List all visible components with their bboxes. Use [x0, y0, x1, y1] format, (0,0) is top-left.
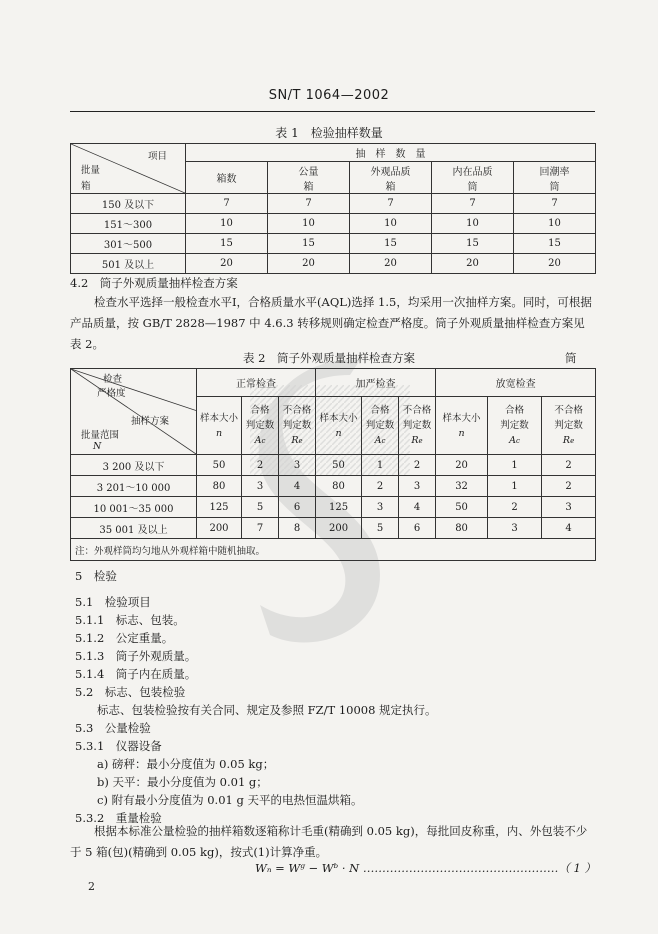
table-cell: 20	[514, 254, 596, 274]
table2-group-tightened: 加严检查	[316, 369, 436, 397]
table1-col-header	[432, 162, 514, 194]
symbol-main: A	[254, 434, 262, 446]
table2-diag-strictness-2: 严格度	[97, 388, 126, 399]
table-cell: 125	[197, 497, 242, 518]
col-header-line2: 箱	[385, 181, 396, 193]
table-cell: 7	[432, 194, 514, 214]
table1-diag-unit: 箱	[81, 181, 91, 192]
section-5-line: 5.2 标志、包装检验	[75, 685, 186, 699]
table1-col-header	[514, 162, 596, 194]
table2-sub-header	[279, 397, 316, 455]
sub-header-line2: 判定数	[282, 419, 312, 431]
table2-sub-header	[436, 397, 488, 455]
table-cell: 6	[279, 497, 316, 518]
table-cell: 32	[436, 476, 488, 497]
symbol-main: R	[411, 434, 419, 446]
col-header-line1: 箱数	[216, 174, 237, 185]
table-cell: 7	[514, 194, 596, 214]
table-cell: 2	[542, 476, 596, 497]
table-row	[71, 214, 596, 234]
table-cell: 2	[362, 476, 399, 497]
symbol-sub: e	[570, 436, 575, 445]
table-cell: 80	[197, 476, 242, 497]
table1-diag-item: 项目	[147, 151, 167, 162]
sub-header-symbol	[242, 433, 278, 449]
symbol-main: R	[291, 434, 299, 446]
table-cell: 4	[279, 476, 316, 497]
sub-header-symbol: n	[335, 427, 342, 439]
table2-diag-N: N	[93, 441, 102, 452]
row-batch: 301～500	[71, 234, 186, 254]
symbol-sub: e	[298, 436, 303, 445]
table-cell: 50	[316, 455, 362, 476]
table-row	[71, 194, 596, 214]
para-5-3-2-line-2: 于 5 箱(包)(精确到 0.05 kg)，按式(1)计算净重。	[70, 845, 328, 859]
row-batch: 501 及以上	[71, 254, 186, 274]
sub-header-line1: 不合格	[402, 404, 432, 416]
para-line-2: 产品质量，按 GB/T 2828—1987 中 4.6.3 转移规则确定检查严格度。筒子外观质量抽样检查方案见	[70, 316, 585, 330]
sub-header-symbol: n	[215, 427, 223, 439]
symbol-sub: c	[261, 436, 266, 445]
table-cell: 1	[488, 476, 542, 497]
table2-sub-header	[197, 397, 242, 455]
table-cell: 15	[186, 234, 268, 254]
table1-group-header: 抽 样 数 量	[186, 144, 596, 162]
table-cell: 6	[399, 518, 436, 539]
table-cell: 200	[316, 518, 362, 539]
para-5-3-2-line-1: 根据本标准公量检验的抽样箱数逐箱称计毛重(精确到 0.05 kg)，每批回皮称重，内、外包装不少	[94, 824, 588, 838]
table1-title: 表 1 检验抽样数量	[275, 126, 383, 140]
table-cell: 50	[197, 455, 242, 476]
sub-header-line1: 合格	[505, 404, 525, 416]
table2-sub-header	[242, 397, 279, 455]
table-cell: 20	[186, 254, 268, 274]
table1	[70, 143, 596, 274]
table-row	[71, 476, 596, 497]
table-cell: 2	[488, 497, 542, 518]
table-cell: 10	[268, 214, 350, 234]
section-5-line: 5 检验	[75, 569, 117, 583]
table-cell: 5	[242, 497, 279, 518]
table-cell: 7	[350, 194, 432, 214]
sub-header-line2: 判定数	[500, 419, 529, 431]
symbol-main: R	[562, 434, 571, 446]
table-cell: 1	[362, 455, 399, 476]
sub-header-symbol	[362, 433, 398, 449]
sub-header-symbol	[542, 433, 595, 449]
sub-header-line2: 判定数	[245, 419, 275, 431]
table2-group-reduced: 放宽检查	[436, 369, 596, 397]
symbol-sub: e	[418, 436, 423, 445]
col-header-line2: 箱	[303, 181, 314, 193]
table-cell: 3	[542, 497, 596, 518]
sub-header-line1: 样本大小	[319, 412, 358, 424]
formula-1: Wₙ = Wᵍ − Wᵇ · N ……………………………………………（ 1 ）	[255, 861, 597, 875]
document-header: SN/T 1064—2002	[268, 88, 390, 103]
col-header-line1: 回潮率	[539, 166, 570, 178]
para-line-1: 检查水平选择一般检查水平Ⅰ，合格质量水平(AQL)选择 1.5，均采用一次抽样方案。同时，可根据	[94, 295, 592, 309]
sub-header-line1: 不合格	[282, 404, 312, 416]
table-cell: 2	[399, 455, 436, 476]
col-header-line1: 内在品质	[452, 166, 493, 178]
sub-header-line1: 合格	[250, 404, 270, 416]
table2-unit: 筒	[565, 351, 577, 365]
symbol-main: A	[374, 434, 382, 446]
table-cell: 20	[432, 254, 514, 274]
table-cell: 10	[350, 214, 432, 234]
sub-header-line2: 判定数	[365, 419, 395, 431]
col-header-line1: 公量	[298, 166, 319, 178]
header-rule	[70, 111, 595, 112]
sub-header-line1: 合格	[370, 404, 390, 416]
table-cell: 10	[186, 214, 268, 234]
table-cell: 3	[488, 518, 542, 539]
table-cell: 1	[488, 455, 542, 476]
section-5-line: c) 附有最小分度值为 0.01 g 天平的电热恒温烘箱。	[97, 793, 363, 807]
table-cell: 15	[268, 234, 350, 254]
table-cell: 20	[350, 254, 432, 274]
col-header-line2: 筒	[467, 181, 478, 193]
row-range: 10 001～35 000	[71, 497, 197, 518]
table-cell: 7	[268, 194, 350, 214]
row-batch: 150 及以下	[71, 194, 186, 214]
col-header-line1: 外观品质	[370, 166, 411, 178]
table-row	[71, 518, 596, 539]
table2	[70, 368, 596, 561]
table1-diag-batch: 批量	[81, 165, 101, 176]
table1-col-header	[350, 162, 432, 194]
sub-header-line1: 样本大小	[199, 412, 238, 424]
table1-col-header	[186, 162, 268, 194]
table-cell: 7	[242, 518, 279, 539]
table-cell: 10	[514, 214, 596, 234]
table-cell: 80	[316, 476, 362, 497]
table2-sub-header	[399, 397, 436, 455]
table2-group-normal: 正常检查	[197, 369, 316, 397]
section-5-line: 5.1.1 标志、包装。	[75, 613, 185, 627]
table2-sub-header	[362, 397, 399, 455]
sub-header-line2: 判定数	[402, 419, 432, 431]
table1-col-header	[268, 162, 350, 194]
symbol-sub: c	[381, 436, 386, 445]
section-5-line: a) 磅秤：最小分度值为 0.05 kg；	[97, 757, 275, 771]
table2-sub-header	[488, 397, 542, 455]
section-4-2-heading: 4.2 筒子外观质量抽样检查方案	[70, 276, 238, 290]
table-cell: 125	[316, 497, 362, 518]
col-header-line2: 筒	[549, 181, 560, 193]
table2-title: 表 2 筒子外观质量抽样检查方案	[243, 351, 415, 365]
table-cell: 3	[362, 497, 399, 518]
section-5-line: 5.3.1 仪器设备	[75, 739, 162, 753]
section-5-3-2-paragraph	[70, 821, 600, 863]
symbol-main: A	[509, 434, 517, 446]
table-cell: 15	[350, 234, 432, 254]
table-cell: 4	[399, 497, 436, 518]
section-5-line: 5.1.4 筒子内在质量。	[75, 667, 197, 681]
symbol-sub: c	[516, 436, 520, 445]
table2-diag-strictness-1: 检查	[103, 374, 123, 385]
table-row	[71, 234, 596, 254]
table-cell: 2	[242, 455, 279, 476]
page-number: 2	[88, 880, 95, 893]
table2-diag-range: 批量范围	[81, 430, 120, 441]
table-cell: 7	[186, 194, 268, 214]
table-cell: 10	[432, 214, 514, 234]
table-cell: 80	[436, 518, 488, 539]
table-cell: 15	[514, 234, 596, 254]
table-row	[71, 455, 596, 476]
table-cell: 3	[399, 476, 436, 497]
table-cell: 50	[436, 497, 488, 518]
row-batch: 151～300	[71, 214, 186, 234]
table2-diag-header	[71, 369, 197, 455]
row-range: 3 201～10 000	[71, 476, 197, 497]
section-5-line: 5.3 公量检验	[75, 721, 151, 735]
sub-header-line1: 样本大小	[442, 412, 481, 424]
row-range: 35 001 及以上	[71, 518, 197, 539]
sub-header-line1: 不合格	[554, 404, 583, 416]
table2-note: 注：外观样筒均匀地从外观样箱中随机抽取。	[71, 539, 596, 561]
table2-sub-header	[542, 397, 596, 455]
sub-header-symbol: n	[458, 427, 465, 439]
sub-header-symbol	[488, 433, 541, 449]
table-cell: 8	[279, 518, 316, 539]
section-4-2-paragraph	[70, 292, 600, 355]
para-line-3: 表 2。	[70, 337, 104, 351]
table-cell: 15	[432, 234, 514, 254]
table-cell: 20	[436, 455, 488, 476]
table-cell: 3	[279, 455, 316, 476]
table-cell: 20	[268, 254, 350, 274]
section-5-line: 5.1.2 公定重量。	[75, 631, 174, 645]
section-5-line: 5.1.3 筒子外观质量。	[75, 649, 197, 663]
table-cell: 3	[242, 476, 279, 497]
section-5-line: 标志、包装检验按有关合同、规定及参照 FZ/T 10008 规定执行。	[97, 703, 437, 717]
sub-header-symbol	[279, 433, 315, 449]
row-range: 3 200 及以下	[71, 455, 197, 476]
table-row	[71, 497, 596, 518]
table1-diag-header	[71, 144, 186, 194]
table-row	[71, 254, 596, 274]
table-cell: 2	[542, 455, 596, 476]
table-cell: 200	[197, 518, 242, 539]
sub-header-line2: 判定数	[554, 419, 583, 431]
table-cell: 4	[542, 518, 596, 539]
section-5-line: 5.1 检验项目	[75, 595, 151, 609]
table2-diag-plan: 抽样方案	[131, 416, 170, 427]
sub-header-symbol	[399, 433, 435, 449]
section-5-line: 5.3.2 重量检验	[75, 811, 162, 825]
table2-sub-header	[316, 397, 362, 455]
section-5-line: b) 天平：最小分度值为 0.01 g；	[97, 775, 268, 789]
table-cell: 5	[362, 518, 399, 539]
